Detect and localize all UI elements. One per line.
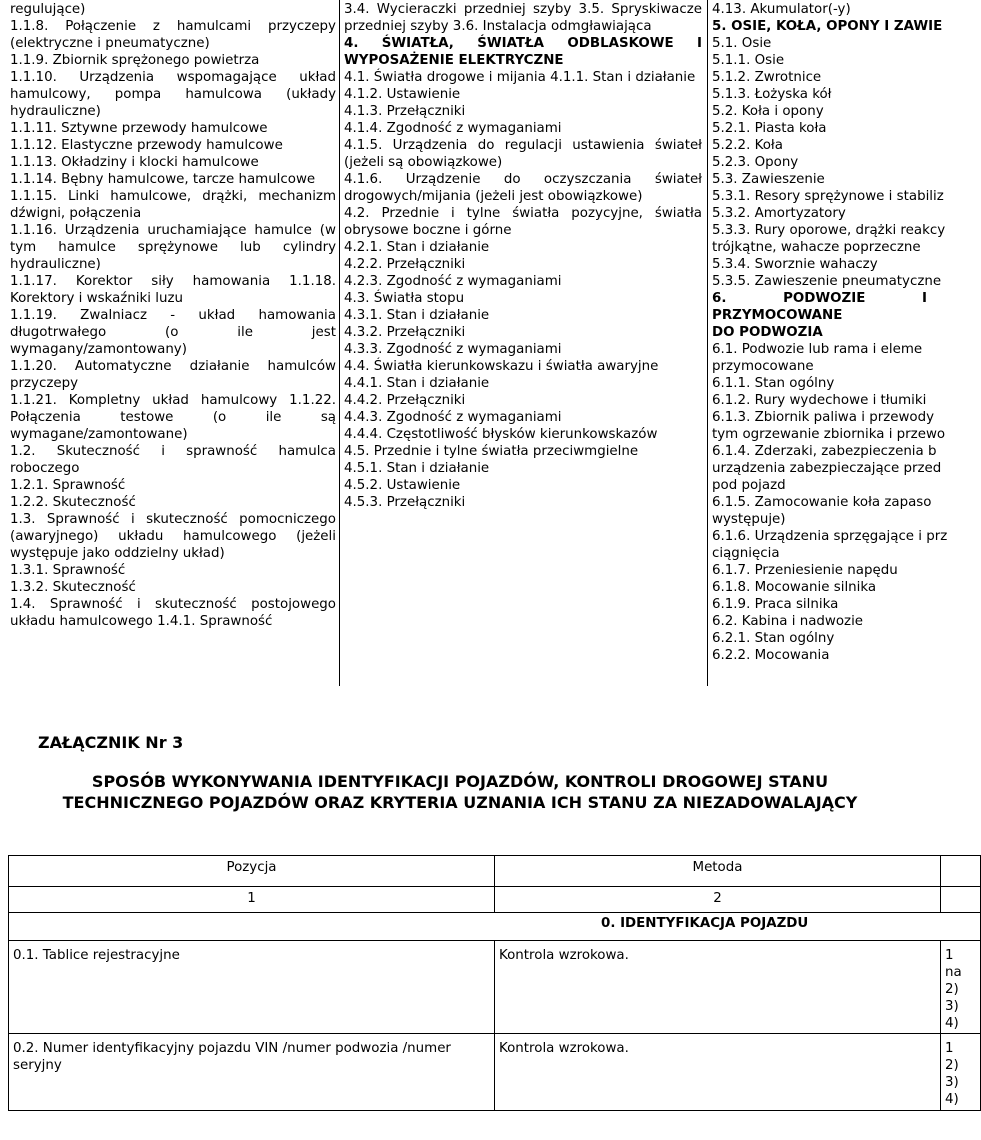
toc-entry: 4.2.1. Stan i działanie [344,240,490,255]
toc-entry: 5.2.1. Piasta koła [712,121,827,136]
toc-section-heading: PRZYMOCOWANE [712,308,843,323]
toc-entry: 1.1.12. Elastyczne przewody hamulcowe [10,138,283,153]
toc-entry: 5.3.4. Sworznie wahaczy [712,257,878,272]
toc-entry: 5.2.2. Koła [712,138,783,153]
toc-entry: tym ogrzewanie zbiornika i przewo [712,427,946,442]
cell-third [941,941,981,1034]
toc-entry: 4.4.4. Częstotliwość błysków kierunkowskazów [344,427,658,442]
toc-entry: 1.1.13. Okładziny i klocki hamulcowe [10,155,259,170]
toc-entry: 6.1.6. Urządzenia sprzęgające i prz [712,529,948,544]
toc-entry: 6.1.8. Mocowanie silnika [712,580,877,595]
toc-entry: 6.1. Podwozie lub rama i eleme [712,342,923,357]
column-number [941,887,981,913]
toc-entry: 4.2. Przednie i tylne światła pozycyjne, światła obrysowe boczne i górne [344,206,702,238]
cell-third-line: 3) [945,999,959,1014]
toc-entry: 1.3.2. Skuteczność [10,580,136,595]
cell-third-line: 2) [945,982,959,997]
table-section-row [9,913,981,941]
toc-entry: 6.1.9. Praca silnika [712,597,839,612]
toc-entry: 1.2. Skuteczność i sprawność hamulca roboczego [10,444,336,476]
toc-entry: 1.1.19. Zwalniacz - układ hamowania długotrwałego (o ile jest wymagany/zamontowany) [10,308,336,357]
toc-entry: 6.1.1. Stan ogólny [712,376,835,391]
toc-entry: 6.2.1. Stan ogólny [712,631,835,646]
toc-entry: 6.1.7. Przeniesienie napędu [712,563,898,578]
toc-column-2 [344,0,702,686]
toc-entry: 4.1. Światła drogowe i mijania 4.1.1. Stan i działanie [344,70,696,85]
cell-third-line: 4) [945,1016,959,1031]
toc-entry: 5.1.2. Zwrotnice [712,70,822,85]
toc-entry: 1.4. Sprawność i skuteczność postojowego układu hamulcowego 1.4.1. Sprawność [10,597,336,629]
cell-third-line: 4) [945,1092,959,1107]
toc-entry: 1.1.11. Sztywne przewody hamulcowe [10,121,268,136]
toc-entry: regulujące) [10,2,86,17]
table-row [9,941,981,1034]
toc-entry: 5.3.1. Resory sprężynowe i stabiliz [712,189,944,204]
toc-entry: 4.3.3. Zgodność z wymaganiami [344,342,562,357]
toc-section-heading: 5. OSIE, KOŁA, OPONY I ZAWIE [712,19,943,34]
toc-entry: 5.1.1. Osie [712,53,785,68]
annex-heading: ZAŁĄCZNIK Nr 3 [38,733,184,752]
toc-entry: 5.2. Koła i opony [712,104,824,119]
column-divider [707,0,708,686]
toc-entry: 4.4.1. Stan i działanie [344,376,490,391]
column-number: 2 [495,887,941,913]
toc-entry: 5.3.2. Amortyzatory [712,206,846,221]
column-divider [339,0,340,686]
toc-entry: 4.1.5. Urządzenia do regulacji ustawienia świateł (jeżeli są obowiązkowe) [344,138,702,170]
toc-entry: 6.1.2. Rury wydechowe i tłumiki [712,393,927,408]
toc-entry: ciągnięcia [712,546,780,561]
toc-entry: 6.1.5. Zamocowanie koła zapaso [712,495,932,510]
toc-entry: 4.2.3. Zgodność z wymaganiami [344,274,562,289]
toc-entry: 5.1. Osie [712,36,772,51]
column-number: 1 [9,887,495,913]
toc-entry: 4.3.1. Stan i działanie [344,308,490,323]
toc-entry: 4.1.2. Ustawienie [344,87,461,102]
cell-third [941,1034,981,1111]
cell-metoda: Kontrola wzrokowa. [495,941,941,1034]
toc-entry: 1.1.20. Automatyczne działanie hamulców przyczepy [10,359,336,391]
toc-entry: 4.2.2. Przełączniki [344,257,466,272]
toc-entry: 1.1.8. Połączenie z hamulcami przyczepy (elektryczne i pneumatyczne) [10,19,336,51]
toc-entry: 6.1.3. Zbiornik paliwa i przewody [712,410,935,425]
toc-entry: 3.4. Wycieraczki przedniej szyby 3.5. Spryskiwacze przedniej szyby 3.6. Instalacja odmgławiająca [344,2,702,34]
toc-entry: występuje) [712,512,786,527]
toc-column-3 [712,0,972,686]
toc-section-heading: 6. PODWOZIE I [712,291,928,306]
toc-entry: 4.4. Światła kierunkowskazu i światła awaryjne [344,359,659,374]
document-title: SPOSÓB WYKONYWANIA IDENTYFIKACJI POJAZDÓW, KONTROLI DROGOWEJ STANU TECHNICZNEGO POJAZDÓW ORAZ KRYTERIA UZNANIA ICH STANU ZA NIEZADOWALAJĄCY [62,772,858,812]
cell-pozycja: 0.1. Tablice rejestracyjne [9,941,495,1034]
toc-column-1 [10,0,336,686]
cell-pozycja: 0.2. Numer identyfikacyjny pojazdu VIN /numer podwozia /numer seryjny [9,1034,495,1111]
column-header-pozycja: Pozycja [9,856,495,887]
cell-third-line: 2) [945,1058,959,1073]
toc-entry: 6.2.2. Mocowania [712,648,830,663]
toc-entry: 4.1.3. Przełączniki [344,104,466,119]
cell-third-line: 3) [945,1075,959,1090]
cell-metoda: Kontrola wzrokowa. [495,1034,941,1111]
toc-section-heading: 4. ŚWIATŁA, ŚWIATŁA ODBLASKOWE I WYPOSAŻENIE ELEKTRYCZNE [344,36,702,68]
section-title: 0. IDENTYFIKACJA POJAZDU [601,916,809,931]
toc-section-heading: DO PODWOZIA [712,325,823,340]
toc-entry: 4.1.6. Urządzenie do oczyszczania świateł drogowych/mijania (jeżeli jest obowiązkowe) [344,172,702,204]
toc-entry: urządzenia zabezpieczające przed [712,461,942,476]
toc-entry: trójkątne, wahacze poprzeczne [712,240,921,255]
section-title-cell [9,913,981,941]
toc-entry: 4.5. Przednie i tylne światła przeciwmgielne [344,444,639,459]
toc-entry: 5.3.5. Zawieszenie pneumatyczne [712,274,942,289]
toc-entry: 1.1.10. Urządzenia wspomagające układ hamulcowy, pompa hamulcowa (układy hydrauliczne) [10,70,336,119]
toc-entry: 4.5.1. Stan i działanie [344,461,490,476]
inspection-table [8,855,981,1111]
toc-entry: 4.1.4. Zgodność z wymaganiami [344,121,562,136]
toc-entry: 4.5.2. Ustawienie [344,478,461,493]
toc-entry: 1.2.2. Skuteczność [10,495,136,510]
toc-entry: 4.3. Światła stopu [344,291,465,306]
table-row [9,1034,981,1111]
toc-entry: pod pojazd [712,478,786,493]
toc-entry: 4.4.3. Zgodność z wymaganiami [344,410,562,425]
toc-entry: 1.1.14. Bębny hamulcowe, tarcze hamulcowe [10,172,316,187]
cell-third-line: na [945,965,962,980]
toc-entry: 1.1.16. Urządzenia uruchamiające hamulce (w tym hamulce sprężynowe lub cylindry hydrauliczne) [10,223,336,272]
table-header-row [9,856,981,887]
toc-entry: 1.1.17. Korektor siły hamowania 1.1.18. Korektory i wskaźniki luzu [10,274,336,306]
toc-entry: 5.1.3. Łożyska kół [712,87,832,102]
toc-entry: 1.3.1. Sprawność [10,563,126,578]
column-header-metoda: Metoda [495,856,941,887]
toc-entry: 1.3. Sprawność i skuteczność pomocniczego (awaryjnego) układu hamulcowego (jeżeli występuje jako oddzielny układ) [10,512,336,561]
toc-entry: 1.2.1. Sprawność [10,478,126,493]
cell-third-line: 1 [945,1041,954,1056]
toc-entry: 1.1.9. Zbiornik sprężonego powietrza [10,53,260,68]
toc-entry: 4.3.2. Przełączniki [344,325,466,340]
toc-entry: 1.1.21. Kompletny układ hamulcowy 1.1.22. Połączenia testowe (o ile są wymagane/zamontowane) [10,393,336,442]
table-number-row [9,887,981,913]
toc-entry: 5.3. Zawieszenie [712,172,825,187]
column-header-third [941,856,981,887]
toc-entry: 5.3.3. Rury oporowe, drążki reakcy [712,223,946,238]
toc-entry: 5.2.3. Opony [712,155,799,170]
cell-third-line: 1 [945,948,954,963]
toc-entry: 4.13. Akumulator(-y) [712,2,851,17]
toc-entry: 1.1.15. Linki hamulcowe, drążki, mechanizm dźwigni, połączenia [10,189,336,221]
toc-entry: 4.5.3. Przełączniki [344,495,466,510]
toc-entry: 4.4.2. Przełączniki [344,393,466,408]
toc-entry: 6.1.4. Zderzaki, zabezpieczenia b [712,444,937,459]
toc-entry: 6.2. Kabina i nadwozie [712,614,864,629]
toc-entry: przymocowane [712,359,814,374]
